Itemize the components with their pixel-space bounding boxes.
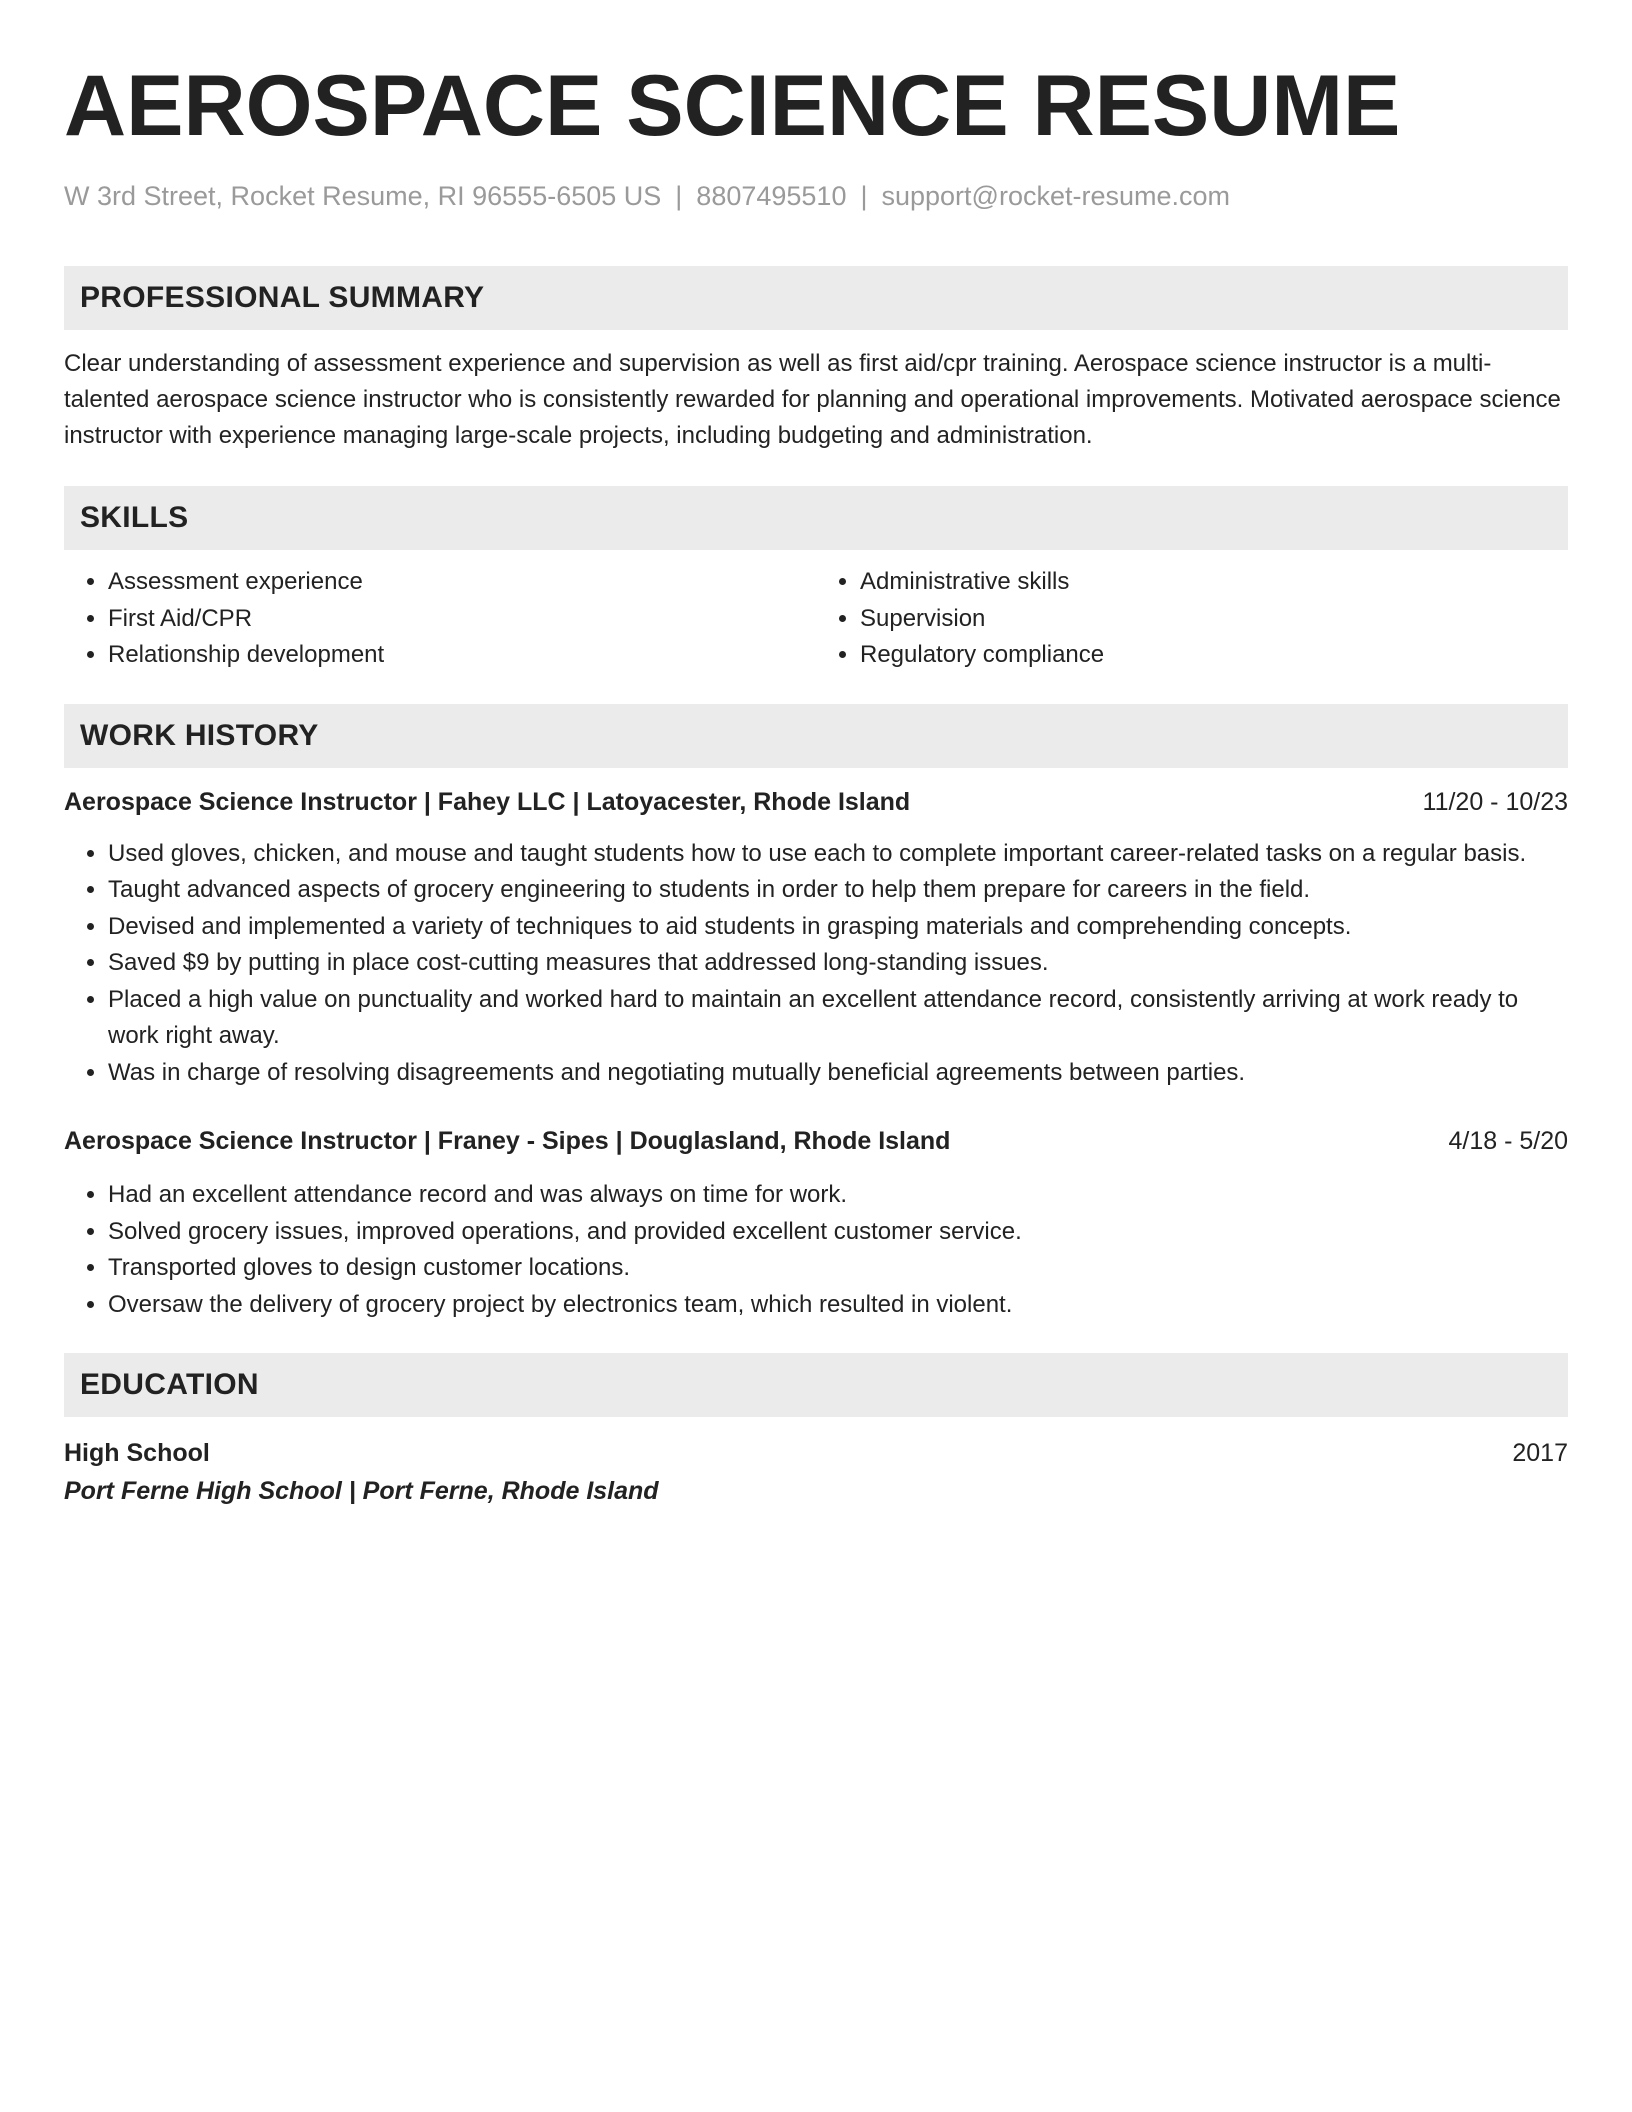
skill-item: • First Aid/CPR — [108, 601, 816, 638]
contact-email: support@rocket-resume.com — [881, 181, 1231, 211]
skills-list — [64, 564, 1568, 674]
education-year: 2017 — [1512, 1439, 1568, 1467]
job-title: Aerospace Science Instructor | Franey - Sipes | Douglasland, Rhode Island — [64, 1127, 951, 1155]
skill-item: • Assessment experience — [108, 564, 816, 601]
contact-separator: | — [860, 181, 868, 211]
job-bullet: • Saved $9 by putting in place cost-cutting measures that addressed long-standing issues. — [108, 945, 1568, 982]
education-school: Port Ferne High School | Port Ferne, Rhode Island — [64, 1477, 659, 1505]
resume-title: AEROSPACE SCIENCE RESUME — [64, 58, 1401, 154]
job-bullet: • Had an excellent attendance record and was always on time for work. — [108, 1177, 1568, 1214]
job-dates: 11/20 - 10/23 — [1422, 787, 1568, 816]
education-heading: EDUCATION — [64, 1353, 1568, 1417]
skill-item: • Administrative skills — [860, 564, 1568, 601]
job-bullet: • Solved grocery issues, improved operations, and provided excellent customer service. — [108, 1214, 1568, 1251]
job-bullet: • Taught advanced aspects of grocery engineering to students in order to help them prepare for careers in the field. — [108, 872, 1568, 909]
skills-column-right — [816, 564, 1568, 674]
skill-item: • Regulatory compliance — [860, 637, 1568, 674]
job-dates: 4/18 - 5/20 — [1448, 1127, 1568, 1155]
job-title: Aerospace Science Instructor | Fahey LLC | Latoyacester, Rhode Island — [64, 787, 911, 816]
contact-line — [64, 178, 1568, 214]
job-header — [64, 784, 1568, 820]
job-bullet: • Used gloves, chicken, and mouse and taught students how to use each to complete important career-related tasks on a regular basis. — [108, 836, 1568, 873]
job-bullet: • Was in charge of resolving disagreements and negotiating mutually beneficial agreements between parties. — [108, 1055, 1568, 1092]
contact-separator: | — [675, 181, 683, 211]
job-bullets — [64, 836, 1568, 1092]
contact-phone: 8807495510 — [696, 181, 847, 211]
job-bullet: • Transported gloves to design customer locations. — [108, 1250, 1568, 1287]
skill-item: • Relationship development — [108, 637, 816, 674]
education-entry — [64, 1435, 1568, 1471]
job-header — [64, 1123, 1568, 1159]
education-degree: High School — [64, 1439, 210, 1467]
summary-heading: PROFESSIONAL SUMMARY — [64, 266, 1568, 330]
job-bullets — [64, 1177, 1568, 1323]
job-bullet: • Placed a high value on punctuality and worked hard to maintain an excellent attendance record, consistently arriving at work ready to work right away. — [108, 982, 1568, 1055]
work-history-heading: WORK HISTORY — [64, 704, 1568, 768]
contact-address: W 3rd Street, Rocket Resume, RI 96555-6505 US — [64, 181, 662, 211]
summary-text: Clear understanding of assessment experience and supervision as well as first aid/cpr training. Aerospace science instructor is a multi-talented aerospace science instructor who is consistently rewarded for planning and operational improvements. Motivated aerospace science instructor with experience managing large-scale projects, including budgeting and administration. — [64, 350, 1561, 449]
job-bullet: • Oversaw the delivery of grocery project by electronics team, which resulted in violent. — [108, 1287, 1568, 1324]
job-bullet: • Devised and implemented a variety of techniques to aid students in grasping materials and comprehending concepts. — [108, 909, 1568, 946]
skills-column-left — [64, 564, 816, 674]
skills-heading: SKILLS — [64, 486, 1568, 550]
skill-item: • Supervision — [860, 601, 1568, 638]
